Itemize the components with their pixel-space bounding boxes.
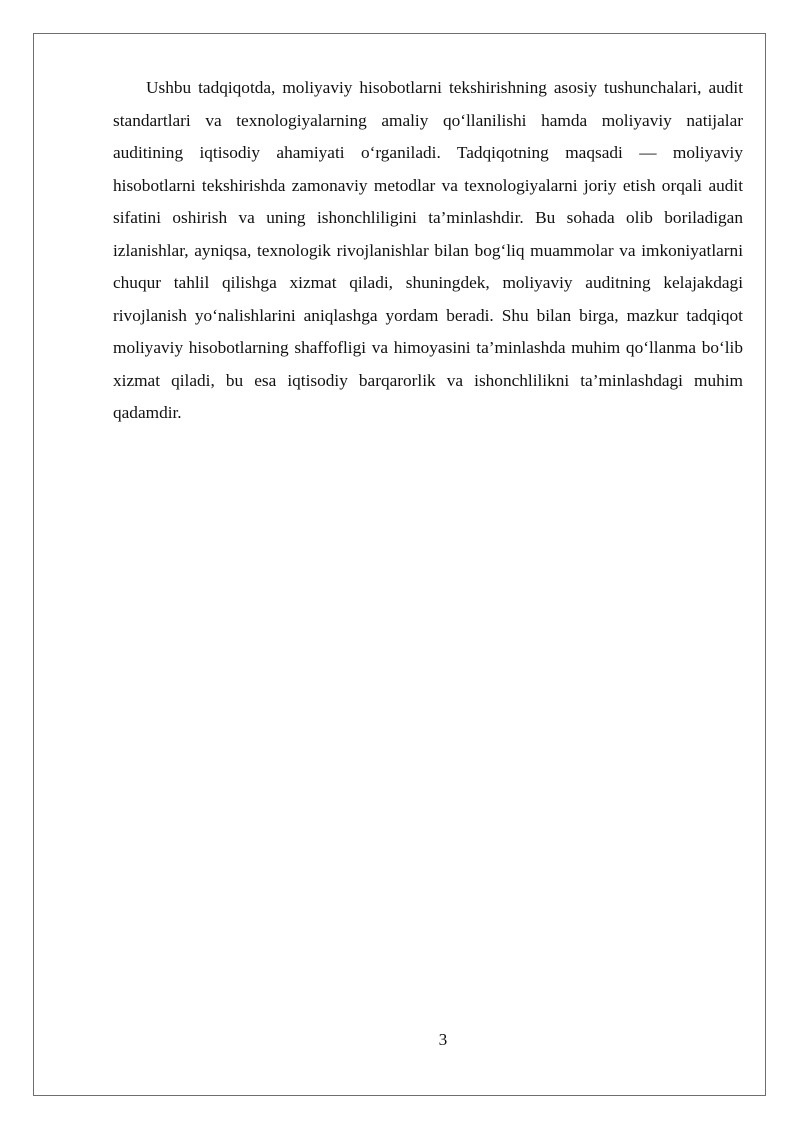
page-number: 3 <box>438 1030 448 1049</box>
body-paragraph: Ushbu tadqiqotda, moliyaviy hisobotlarni tekshirishning asosiy tushunchalari, audit standartlari va texnologiyalarning amaliy qo‘llanilishi hamda moliyaviy natijalar auditining iqtisodiy ahamiyati o‘rganiladi. Tadqiqotning maqsadi — moliyaviy hisobotlarni tekshirishda zamonaviy metodlar va texnologiyalarni joriy etish orqali audit sifatini oshirish va uning ishonchliligini ta’minlashdir. Bu sohada olib boriladigan izlanishlar, ayniqsa, texnologik rivojlanishlar bilan bog‘liq muammolar va imkoniyatlarni chuqur tahlil qilishga xizmat qiladi, shuningdek, moliyaviy auditning kelajakdagi rivojlanish yo‘nalishlarini aniqlashga yordam beradi. Shu bilan birga, mazkur tadqiqot moliyaviy hisobotlarning shaffofligi va himoyasini ta’minlashda muhim qo‘llanma bo‘lib xizmat qiladi, bu esa iqtisodiy barqarorlik va ishonchlilikni ta’minlashdagi muhim qadamdir. <box>113 78 743 422</box>
